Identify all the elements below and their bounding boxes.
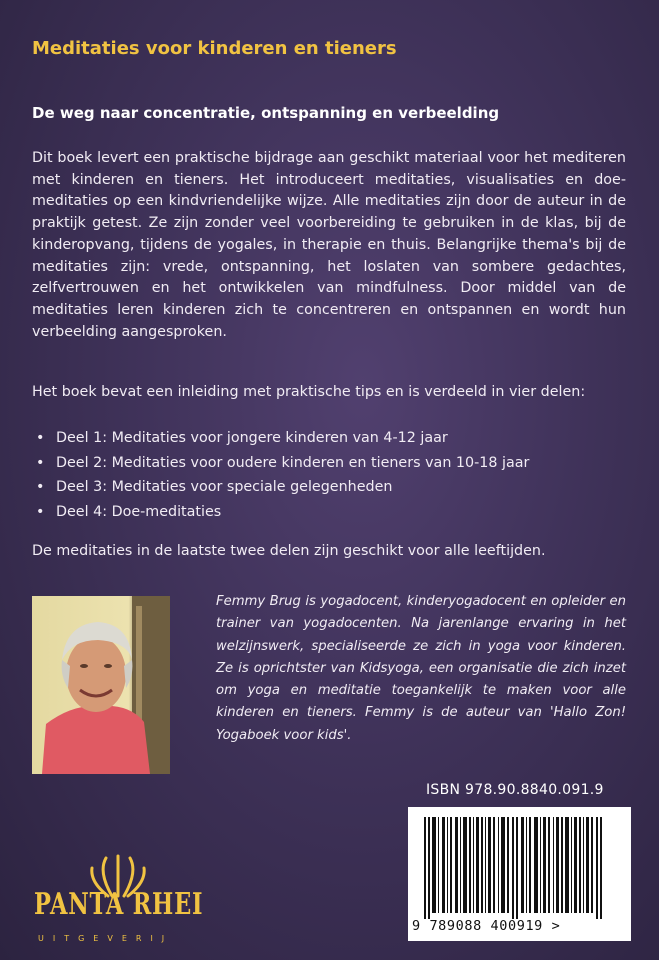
page-subtitle: De weg naar concentratie, ontspanning en verbeelding xyxy=(32,104,500,122)
list-item: • Deel 1: Meditaties voor jongere kinderen van 4-12 jaar xyxy=(36,426,529,451)
author-photo xyxy=(32,596,170,774)
age-note: De meditaties in de laatste twee delen zijn geschikt voor alle leeftijden. xyxy=(32,543,546,559)
list-item: • Deel 4: Doe-meditaties xyxy=(36,500,529,525)
page-title: Meditaties voor kinderen en tieners xyxy=(32,38,397,59)
description-paragraph: Dit boek levert een praktische bijdrage aan geschikt materiaal voor het mediteren met kinderen en tieners. Het introduceert meditaties, visualisaties en doe-meditaties op een kindvriendelijke wijze. Alle meditaties zijn door de auteur in de praktijk getest. Ze zijn zonder veel voorbereiding te gebruiken in de klas, bij de kinderopvang, tijdens de yogales, in therapie en thuis. Belangrijke thema's bij de meditaties zijn: vrede, ontspanning, het loslaten van sombere gedachtes, zelfvertrouwen en het ontwikkelen van mindfulness. Door middel van de meditaties leren kinderen zich te concentreren en ontspannen en wordt hun verbeelding aangesproken. xyxy=(32,150,626,340)
isbn-label: ISBN 978.90.8840.091.9 xyxy=(426,782,604,798)
publisher-name: PANTA RHEI xyxy=(34,887,204,922)
parts-intro: Het boek bevat een inleiding met praktische tips en is verdeeld in vier delen: xyxy=(32,384,586,400)
author-portrait xyxy=(32,596,170,774)
list-item: • Deel 3: Meditaties voor speciale gelegenheden xyxy=(36,475,529,500)
barcode-digits: 9 789088 400919 > xyxy=(412,918,561,934)
parts-list xyxy=(36,426,529,524)
publisher-subtitle: UITGEVERIJ xyxy=(38,934,174,943)
list-item: • Deel 2: Meditaties voor oudere kinderen en tieners van 10-18 jaar xyxy=(36,451,529,476)
author-bio: Femmy Brug is yogadocent, kinderyogadocent en opleider en trainer van yogadocenten. Na jarenlange ervaring in het welzijnswerk, specialiseerde ze zich in yoga voor kinderen. Ze is oprichtster van Kidsyoga, een organisatie die zich inzet om yoga en meditatie toegankelijk te maken voor alle kinderen en tieners. Femmy is de auteur van 'Hallo Zon! Yogaboek voor kids'. xyxy=(216,594,626,743)
